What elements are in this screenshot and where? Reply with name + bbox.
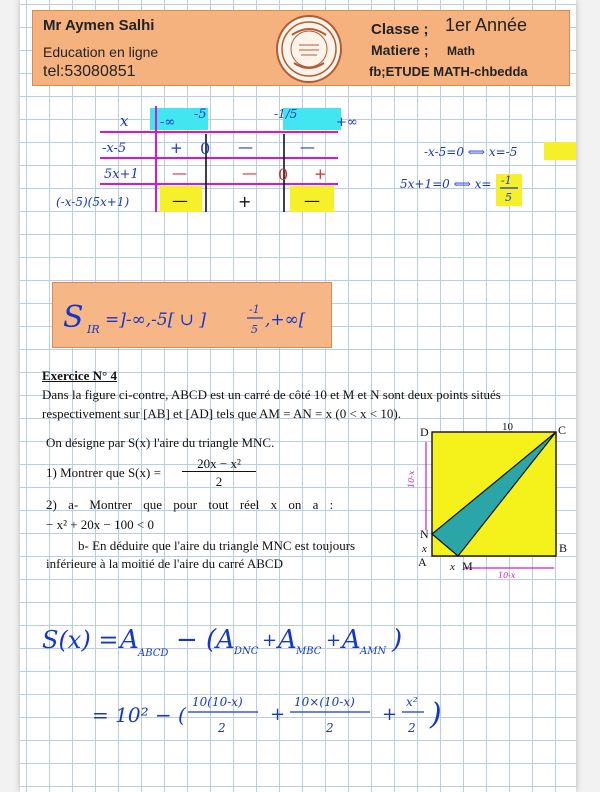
solution-subscript: IR	[87, 323, 100, 336]
side-equation-2: 5x+1=0 ⟺ x=	[400, 177, 492, 191]
label-x-left: x	[422, 543, 427, 555]
exercise-title: Exercice N° 4	[42, 368, 117, 383]
question-2a-inequality: − x² + 20x − 100 < 0	[46, 517, 154, 532]
label-N: N	[420, 527, 429, 541]
work-plus-1: +	[262, 630, 278, 651]
row3-sign-3: —	[304, 191, 320, 210]
education-line: Education en ligne	[43, 44, 159, 60]
label-side-10: 10	[502, 422, 513, 433]
row3-sign-2: +	[238, 192, 252, 211]
class-label: Classe ;	[371, 21, 429, 38]
subject-label: Matiere ;	[371, 42, 429, 58]
row1-sign-3: —	[300, 138, 315, 156]
work-area-symbol-4: A	[342, 625, 361, 655]
row1-label: -x-5	[102, 141, 127, 156]
work-area-sub-amn: AMN	[360, 646, 387, 657]
work-term3-num: x²	[406, 695, 418, 709]
table-header-plus-inf: +∞	[336, 115, 358, 130]
work-area-sub-mbc: MBC	[296, 646, 322, 657]
work-area-symbol-3: A	[278, 625, 297, 655]
row1-sign-2: —	[238, 138, 253, 156]
label-10-minus-x-bottom: 10-x	[498, 571, 516, 578]
side-frac-num: -1	[501, 174, 512, 187]
class-value: 1er Année	[445, 15, 528, 35]
work-area-symbol-2: A	[216, 625, 235, 655]
row1-sign-1: +	[170, 139, 183, 157]
handwritten-work	[20, 0, 576, 792]
question-2b-line2: inférieure à la moitié de l'aire du carré ABCD	[46, 556, 283, 571]
row2-sign-1: —	[172, 164, 187, 182]
label-M: M	[462, 559, 473, 573]
work-area-sub-abcd: ABCD	[138, 648, 169, 659]
work-close-paren-1: )	[392, 625, 403, 655]
work-term1-den: 2	[218, 721, 226, 735]
work-line2-prefix: = 10² − (	[92, 703, 186, 727]
row3-label: (-x-5)(5x+1)	[56, 195, 130, 209]
table-header-minus-inf: -∞	[160, 115, 176, 130]
work-area-sub-dnc: DNC	[234, 646, 259, 657]
solution-s: S	[63, 300, 84, 335]
solution-frac-den: 5	[251, 323, 258, 336]
row2-label: 5x+1	[104, 167, 139, 182]
work-line1-lhs: S(x) =	[42, 626, 119, 654]
question-2b-line1: b- En déduire que l'aire du triangle MNC est toujours	[78, 538, 356, 553]
solution-set: =]-∞,-5[ ∪ ]	[105, 310, 207, 330]
question-1-denominator: 2	[215, 474, 223, 489]
subject-value: Math	[447, 44, 475, 58]
exercise-paragraph-2: respectivement sur [AB] et [AD] tels que AM = AN = x (0 < x < 10).	[42, 406, 401, 421]
label-B: B	[559, 541, 568, 555]
label-D: D	[420, 425, 429, 439]
work-term2-num: 10×(10-x)	[294, 695, 355, 709]
exercise-paragraph-3: On désigne par S(x) l'aire du triangle MNC.	[46, 435, 275, 450]
label-A: A	[418, 555, 427, 569]
side-equation-1: -x-5=0 ⟺ x=-5	[424, 145, 518, 159]
table-header-minus5: -5	[194, 107, 207, 122]
facebook-page: fb;ETUDE MATH-chbedda	[369, 64, 528, 79]
work-term3-den: 2	[408, 721, 416, 735]
work-area-symbol-1: A	[120, 625, 139, 655]
work-minus-paren: − (	[176, 625, 217, 655]
row3-sign-1: —	[172, 191, 188, 210]
work-term2-den: 2	[326, 721, 334, 735]
label-C: C	[558, 423, 567, 437]
solution-tail: ,+∞[	[265, 310, 306, 330]
work-line2-plus-1: +	[270, 704, 286, 725]
question-2a: 2) a- Montrer que pour tout réel x on a :	[46, 497, 334, 512]
question-1: 1) Montrer que S(x) =	[46, 465, 161, 480]
work-line2-plus-2: +	[382, 704, 398, 725]
teacher-name: Mr Aymen Salhi	[43, 17, 155, 34]
worksheet-page	[20, 0, 576, 792]
table-header-x: x	[120, 112, 129, 130]
telephone: tel:53080851	[43, 63, 136, 80]
row2-zero: 0	[278, 165, 289, 184]
label-10-minus-x-left: 10-x	[407, 470, 416, 488]
solution-frac-num: -1	[249, 303, 260, 316]
work-line2-suffix: )	[430, 697, 442, 732]
label-x-bottom: x	[450, 561, 455, 573]
table-header-minus-one-fifth: -1/5	[274, 107, 298, 121]
side-frac-den: 5	[505, 191, 512, 204]
row2-sign-3: +	[314, 165, 327, 183]
work-plus-2: +	[326, 630, 342, 651]
work-term1-num: 10(10-x)	[192, 695, 243, 709]
question-1-numerator: 20x − x²	[182, 456, 256, 472]
exercise-paragraph-1: Dans la figure ci-contre, ABCD est un carré de côté 10 et M et N sont deux points situés	[42, 387, 501, 402]
row1-zero: 0	[200, 139, 211, 158]
row2-sign-2: —	[242, 164, 257, 182]
